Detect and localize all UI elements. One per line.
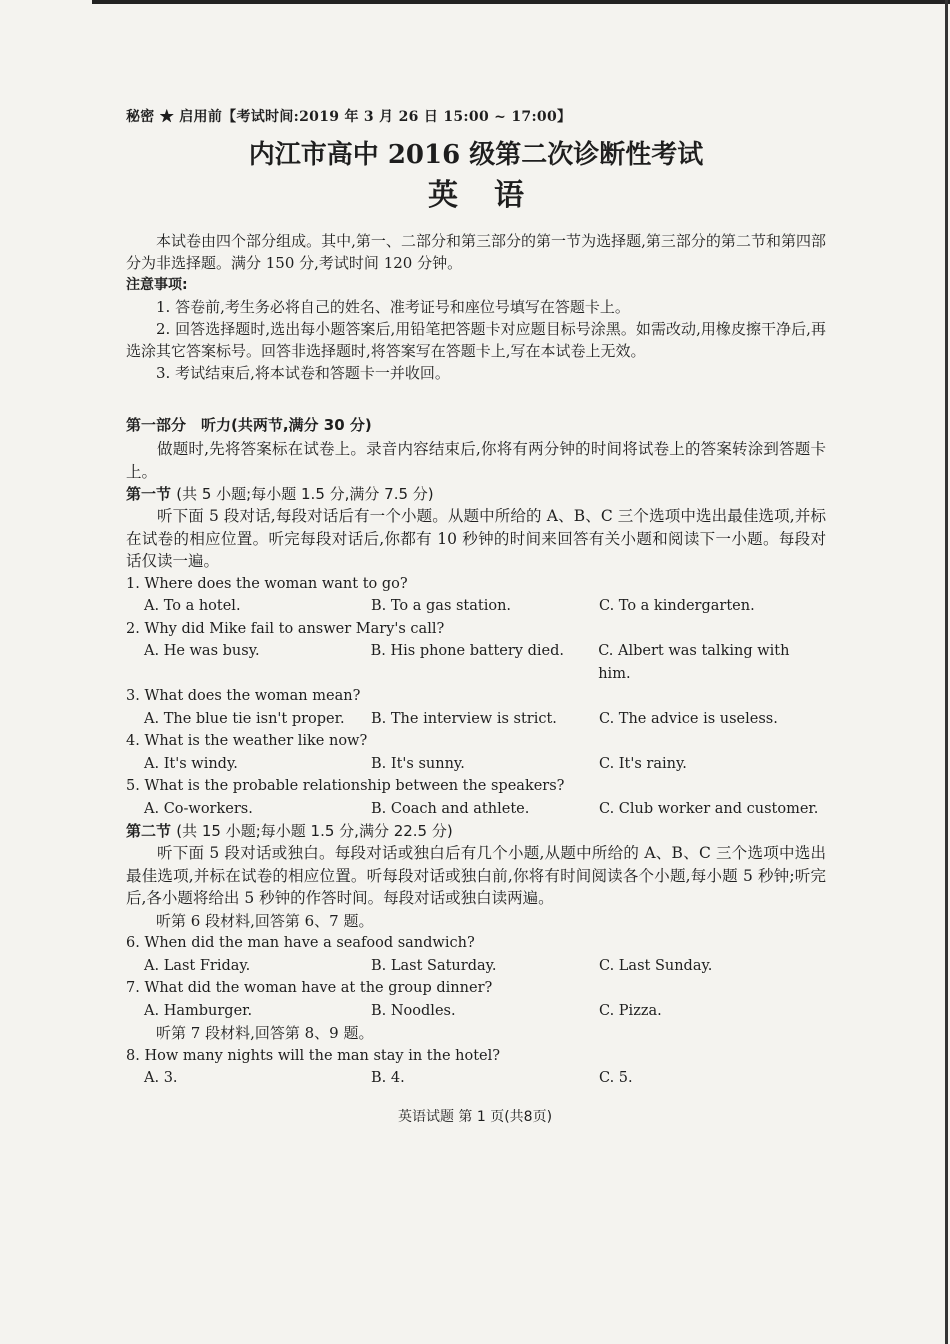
page-footer: 英语试题 第 1 页(共8页) (397, 1109, 553, 1125)
question-6 (126, 932, 826, 977)
notice-item-3: 3. 考试结束后,将本试卷和答题卡一并收回。 (156, 364, 450, 382)
question-8 (126, 1045, 826, 1090)
options (126, 753, 826, 776)
option-a: A. Last Friday. (144, 957, 251, 974)
options (126, 1000, 826, 1023)
question-stem: 7. What did the woman have at the group dinner? (126, 980, 493, 996)
section2-title: 第二节 (126, 822, 172, 840)
option-c: C. Albert was talking with him. (598, 643, 790, 682)
option-a: A. Co-workers. (144, 800, 253, 817)
question-stem: 6. When did the man have a seafood sandwich? (126, 935, 475, 951)
scan-edge-top (92, 0, 950, 4)
option-c: C. The advice is useless. (599, 710, 778, 727)
option-a: A. He was busy. (144, 643, 260, 659)
exam-page (126, 106, 826, 1090)
option-c: C. Pizza. (599, 1002, 662, 1019)
section2-heading (126, 820, 826, 842)
question-4 (126, 730, 826, 775)
option-a: A. To a hotel. (144, 598, 241, 614)
option-b: B. 4. (371, 1070, 405, 1086)
option-c: C. 5. (599, 1070, 633, 1086)
question-1 (126, 573, 826, 618)
options (126, 708, 826, 731)
option-c: C. It's rainy. (599, 755, 687, 772)
material-7-note: 听第 7 段材料,回答第 8、9 题。 (156, 1024, 374, 1042)
section1-directions: 听下面 5 段对话,每段对话后有一个小题。从题中所给的 A、B、C 三个选项中选出最佳选项,并标在试卷的相应位置。听完每段对话后,你都有 10 秒钟的时间来回答有关小题和阅读下一小题。每段对话仅读一遍。 (126, 507, 826, 570)
option-a: A. The blue tie isn't proper. (144, 710, 345, 727)
section1-heading (126, 483, 826, 505)
question-stem: 1. Where does the woman want to go? (126, 575, 408, 592)
notice-item-1: 1. 答卷前,考生务必将自己的姓名、准考证号和座位号填写在答题卡上。 (156, 298, 630, 316)
intro-paragraph: 本试卷由四个部分组成。其中,第一、二部分和第三部分的第一节为选择题,第三部分的第二节和第四部分为非选择题。满分 150 分,考试时间 120 分钟。 (126, 232, 826, 272)
question-stem: 3. What does the woman mean? (126, 688, 361, 704)
question-2 (126, 618, 826, 686)
part1-instructions: 做题时,先将答案标在试卷上。录音内容结束后,你将有两分钟的时间将试卷上的答案转涂到答题卡上。 (126, 440, 826, 481)
scan-edge-right (945, 0, 948, 1344)
options (126, 955, 826, 978)
question-5 (126, 775, 826, 820)
question-7 (126, 977, 826, 1022)
option-b: B. To a gas station. (371, 598, 512, 614)
option-a: A. It's windy. (144, 755, 238, 772)
question-stem: 4. What is the weather like now? (126, 733, 368, 749)
question-3 (126, 685, 826, 730)
question-stem: 5. What is the probable relationship between the speakers? (126, 778, 565, 794)
options (126, 640, 826, 685)
material-6-note: 听第 6 段材料,回答第 6、7 题。 (156, 911, 374, 930)
option-a: A. 3. (144, 1070, 178, 1086)
section1-title: 第一节 (126, 485, 172, 503)
question-stem: 2. Why did Mike fail to answer Mary's call? (126, 620, 445, 637)
section2-scoring: (共 15 小题;每小题 1.5 分,满分 22.5 分) (176, 822, 453, 840)
option-c: C. To a kindergarten. (599, 598, 755, 614)
secret-line: 秘密 ★ 启用前【考试时间:2019 年 3 月 26 日 15:00 ~ 17:00】 (126, 109, 572, 125)
option-c: C. Club worker and customer. (599, 800, 819, 817)
option-b: B. The interview is strict. (371, 710, 557, 727)
option-b: B. Noodles. (371, 1002, 456, 1019)
question-stem: 8. How many nights will the man stay in the hotel? (126, 1047, 501, 1064)
option-a: A. Hamburger. (144, 1002, 253, 1019)
option-b: B. Coach and athlete. (371, 800, 530, 817)
option-c: C. Last Sunday. (599, 957, 713, 974)
notice-heading: 注意事项: (126, 277, 188, 293)
section1-scoring: (共 5 小题;每小题 1.5 分,满分 7.5 分) (176, 485, 434, 503)
options (126, 595, 826, 618)
options (126, 1067, 826, 1090)
option-b: B. It's sunny. (371, 755, 465, 772)
option-b: B. His phone battery died. (370, 643, 564, 659)
notice-item-2: 2. 回答选择题时,选出每小题答案后,用铅笔把答题卡对应题目标号涂黑。如需改动,用橡皮擦干净后,再选涂其它答案标号。回答非选择题时,将答案写在答题卡上,写在本试卷上无效。 (126, 320, 826, 360)
subject-title: 英语 (428, 178, 560, 213)
part1-heading: 第一部分 听力(共两节,满分 30 分) (126, 416, 372, 434)
section2-directions: 听下面 5 段对话或独白。每段对话或独白后有几个小题,从题中所给的 A、B、C 三个选项中选出最佳选项,并标在试卷的相应位置。听每段对话或独白前,你将有时间阅读各个小题,每小题 5 秒钟;听完后,各小题将给出 5 秒钟的作答时间。每段对话或独白读两遍。 (126, 844, 826, 907)
exam-title: 内江市高中 2016 级第二次诊断性考试 (248, 140, 704, 170)
option-b: B. Last Saturday. (371, 957, 497, 974)
options (126, 798, 826, 821)
